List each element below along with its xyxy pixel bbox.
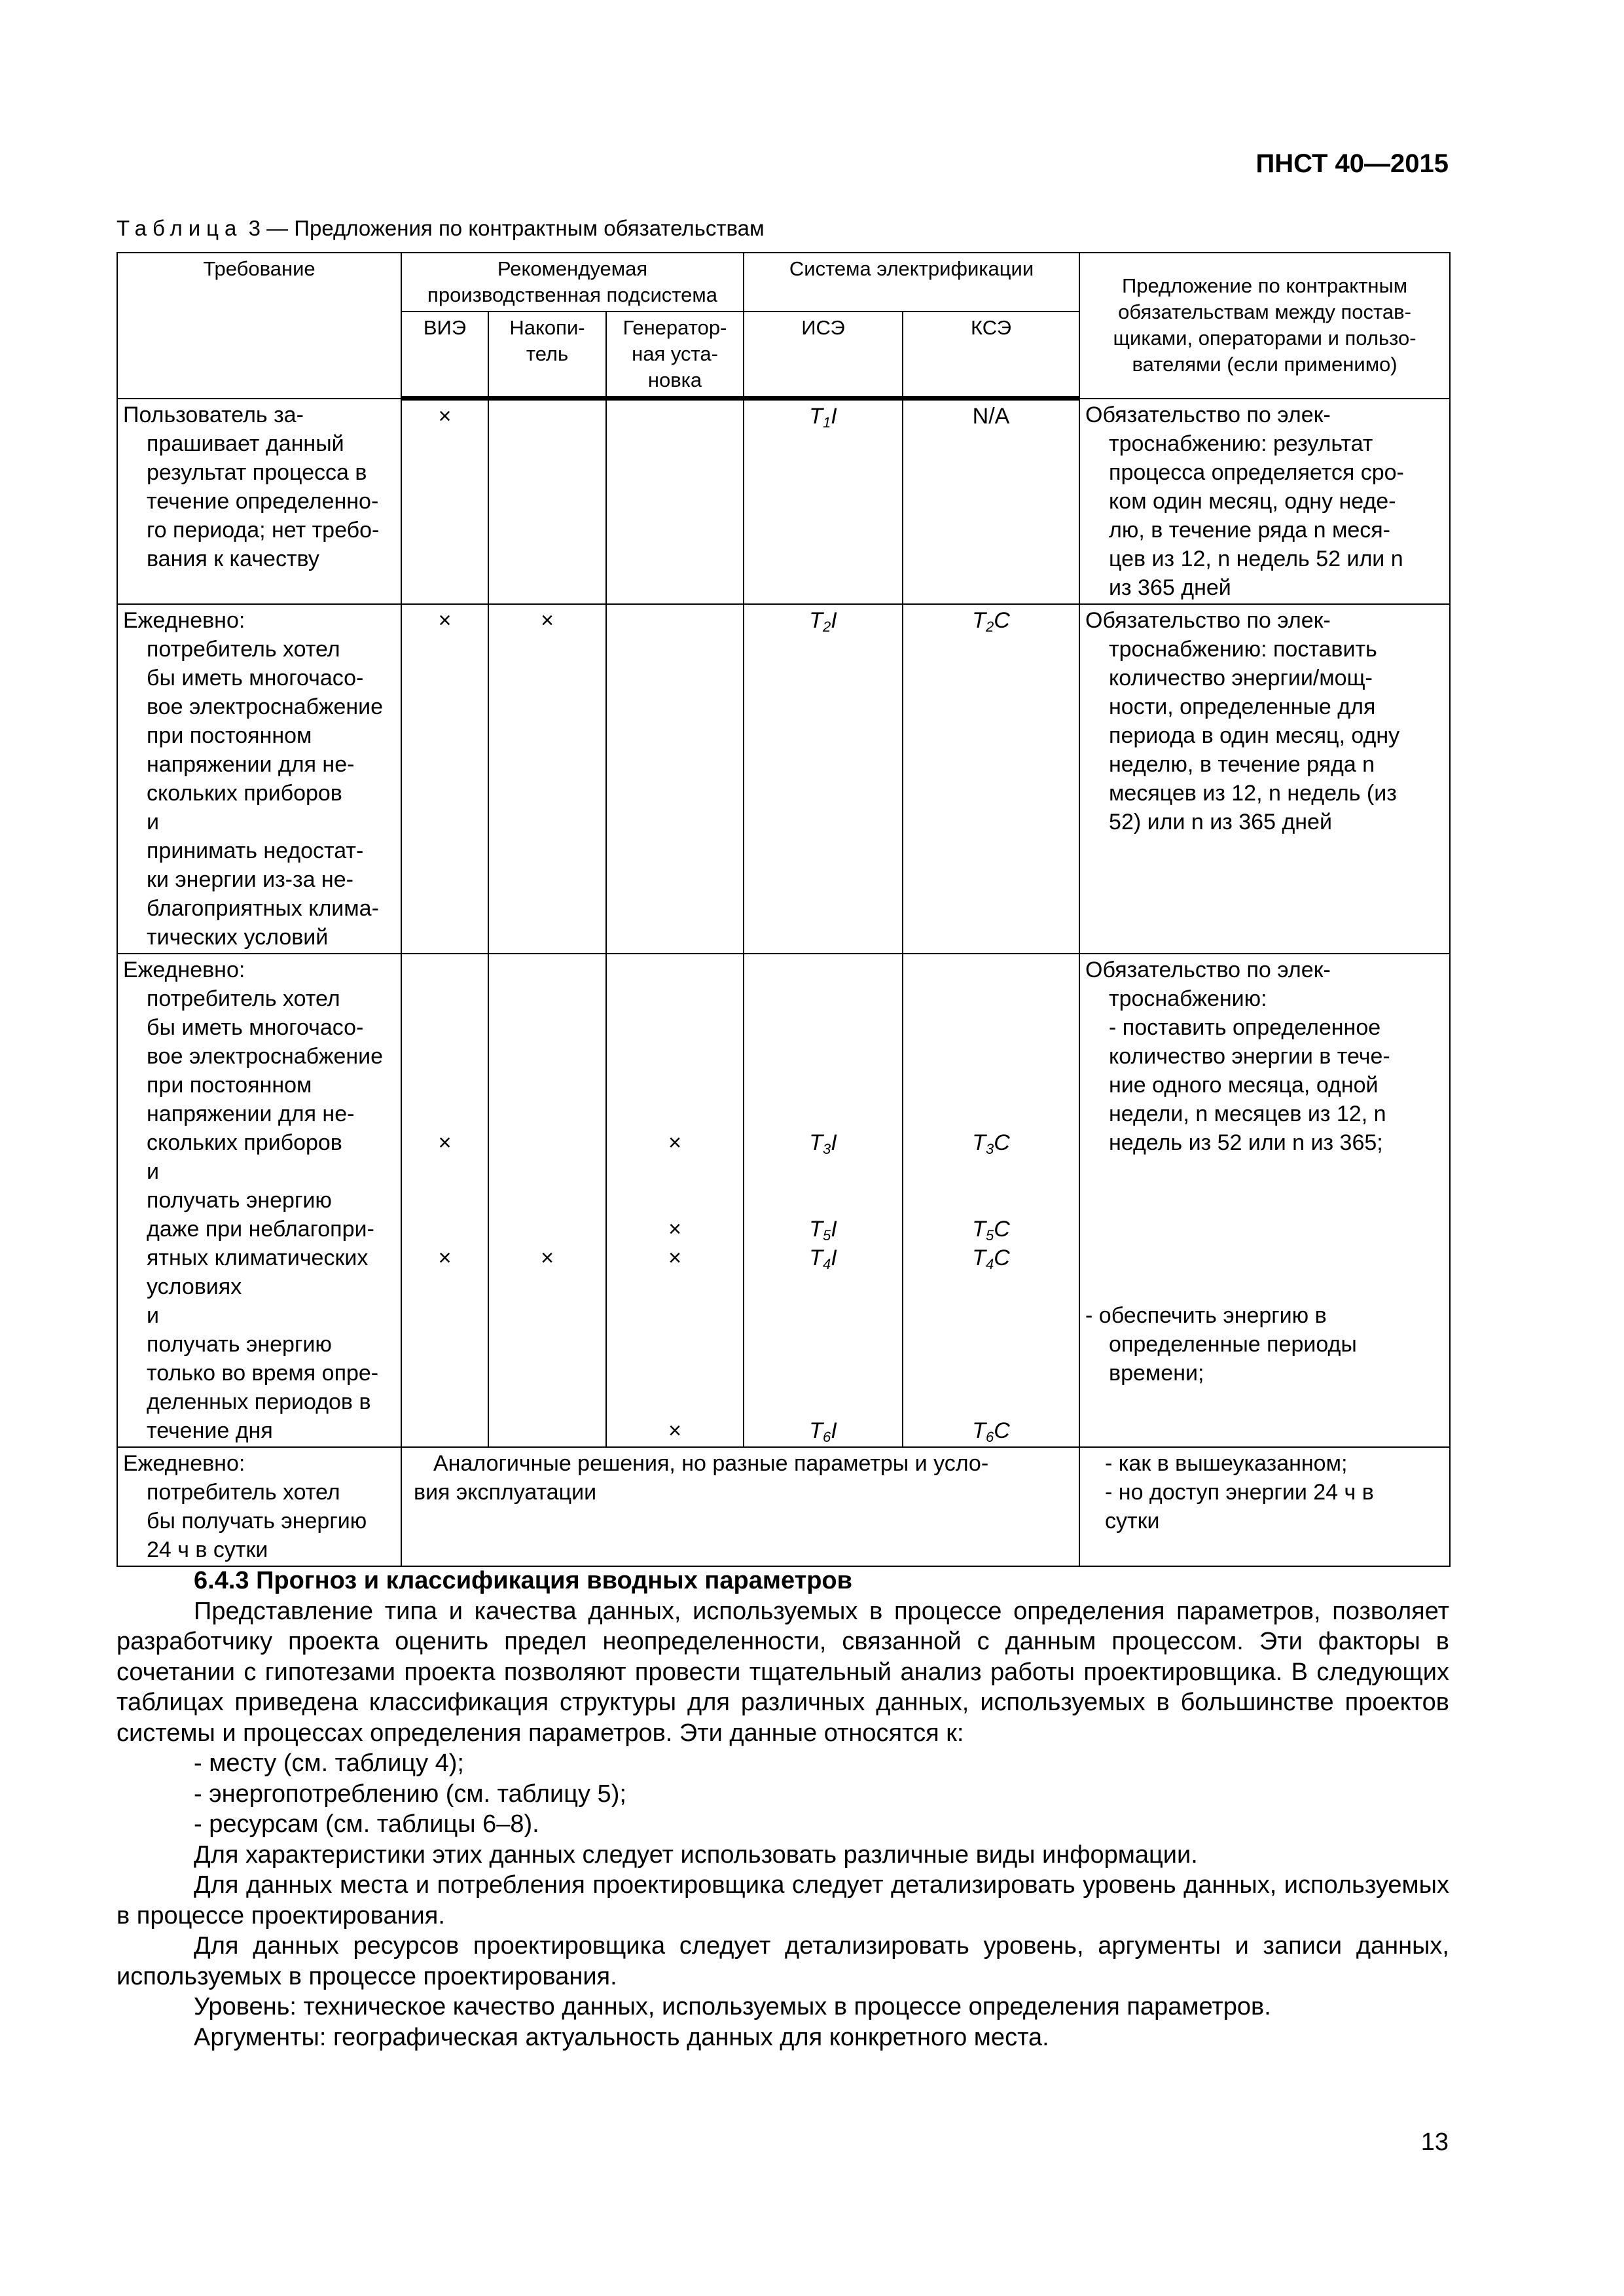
vie-cell	[401, 954, 488, 1447]
header-requirement: Требование	[117, 253, 401, 399]
table-row	[117, 604, 1450, 954]
ise-cell	[744, 954, 903, 1447]
mark: ×	[668, 1216, 681, 1242]
mark: ×	[668, 1418, 681, 1443]
requirement-cell: Ежедневно: потребитель хотел бы иметь многочасо- вое электроснабжение при постоянном напряжении для не- скольких приборов и принимать недостат- ки энергии из-за не- благоприятных клима- тических условий	[117, 604, 401, 954]
list-item: - месту (см. таблицу 4);	[194, 1749, 464, 1777]
table-row	[117, 954, 1450, 1447]
kse-value: $T_6C$	[972, 1418, 1010, 1445]
section-6-4-3	[117, 1566, 1449, 2053]
requirement-cell: Ежедневно: потребитель хотел бы получать энергию 24 ч в сутки	[117, 1447, 401, 1566]
kse-value: $T_3C$	[972, 1130, 1010, 1157]
paragraph: Для данных ресурсов проектировщика следует детализировать уровень, аргументы и записи данных, используемых в процессе проектирования.	[117, 1932, 1449, 1990]
contract-proposals-table	[117, 252, 1451, 1567]
header-generator: Генератор- ная уста- новка	[606, 312, 744, 399]
page-number: 13	[1420, 2128, 1449, 2156]
kse-cell	[903, 954, 1079, 1447]
paragraph: Уровень: техническое качество данных, используемых в процессе определения параметров.	[194, 1993, 1271, 2020]
ise-value: $T_5I$	[809, 1216, 837, 1244]
table-caption	[117, 216, 765, 241]
requirement-cell: Ежедневно: потребитель хотел бы иметь многочасо- вое электроснабжение при постоянном напряжении для не- скольких приборов и получать энергию даже при неблагопри- ятных климатических условиях и получать энергию только во время опре- деленных периодов в течение дня	[117, 954, 401, 1447]
mark: ×	[668, 1130, 681, 1155]
kse-value: $T_5C$	[972, 1216, 1010, 1244]
header-storage: Накопи- тель	[488, 312, 606, 399]
list-item: - ресурсам (см. таблицы 6–8).	[194, 1810, 539, 1838]
header-proposal: Предложение по контрактным обязательствам между постав- щиками, операторами и пользо- вателями (если применимо)	[1079, 253, 1450, 399]
generator-cell	[606, 954, 744, 1447]
storage-cell: ×	[488, 604, 606, 954]
mark: ×	[438, 1130, 452, 1155]
kse-cell: $T_2C$	[903, 604, 1079, 954]
proposal-cell: Обязательство по элек- троснабжению: результат процесса определяется сро- ком один месяц, одну неде- лю, в течение ряда n меся- цев из 12, n недель 52 или n из 365 дней	[1079, 399, 1450, 604]
mark: ×	[668, 1245, 681, 1270]
proposal-cell	[1079, 954, 1450, 1447]
header-kse: КСЭ	[903, 312, 1079, 399]
ise-value: $T_3I$	[809, 1130, 837, 1157]
proposal-cell: Обязательство по элек- троснабжению: поставить количество энергии/мощ- ности, определенные для периода в один месяц, одну неделю, в течение ряда n месяцев из 12, n недель (из 52) или n из 365 дней	[1079, 604, 1450, 954]
requirement-cell: Пользователь за- прашивает данный результат процесса в течение определенно- го периода; нет требо- вания к качеству	[117, 399, 401, 604]
generator-cell	[606, 604, 744, 954]
paragraph: Для данных места и потребления проектировщика следует детализировать уровень данных, используемых в процессе проектирования.	[117, 1871, 1449, 1929]
proposal-text-a: Обязательство по элек- троснабжению: - поставить определенное количество энергии в тече- ние одного месяца, одной недели, n месяцев из 12, n недель из 52 или n из 365;	[1085, 957, 1390, 1155]
kse-value: $T_4C$	[972, 1245, 1010, 1272]
ise-cell: $T_1I$	[744, 399, 903, 604]
ise-value: $T_4I$	[809, 1245, 837, 1272]
table-row	[117, 399, 1450, 604]
paragraph: Для характеристики этих данных следует использовать различные виды информации.	[194, 1840, 1198, 1869]
paragraph: Представление типа и качества данных, используемых в процессе определения параметров, позволяет разработчику проекта оценить предел неопределенности, связанной с данным процессом. Эти факторы в сочетании с гипотезами проекта позволяют провести тщательный анализ работы проектировщика. В следующих таблицах приведена классификация структуры для различных данных, используемых в большинстве проектов системы и процессах определения параметров. Эти данные относятся к:	[117, 1597, 1449, 1747]
header-vie: ВИЭ	[401, 312, 488, 399]
header-electrification: Система электрификации	[744, 253, 1079, 312]
caption-text: 3 — Предложения по контрактным обязательствам	[248, 216, 765, 240]
mark: ×	[438, 1245, 452, 1270]
proposal-cell: - как в вышеуказанном; - но доступ энергии 24 ч в сутки	[1079, 1447, 1450, 1566]
section-heading: 6.4.3 Прогноз и классификация вводных параметров	[194, 1567, 852, 1594]
mark: ×	[541, 1245, 554, 1270]
list-item: - энергопотреблению (см. таблицу 5);	[194, 1780, 626, 1808]
kse-cell: N/A	[903, 399, 1079, 604]
merged-cell: Аналогичные решения, но разные параметры и усло- вия эксплуатации	[401, 1447, 1079, 1566]
proposal-text-b: - обеспечить энергию в определенные периоды времени;	[1085, 1302, 1357, 1386]
storage-cell	[488, 954, 606, 1447]
generator-cell	[606, 399, 744, 604]
table-row	[117, 1447, 1450, 1566]
paragraph: Аргументы: географическая актуальность данных для конкретного места.	[194, 2023, 1049, 2051]
header-subsystem: Рекомендуемая производственная подсистема	[401, 253, 744, 312]
ise-cell: $T_2I$	[744, 604, 903, 954]
header-ise: ИСЭ	[744, 312, 903, 399]
ise-value: $T_6I$	[809, 1418, 837, 1445]
storage-cell	[488, 399, 606, 604]
document-code: ПНСТ 40—2015	[1255, 149, 1449, 178]
caption-word: Таблица	[117, 216, 243, 240]
vie-cell: ×	[401, 604, 488, 954]
vie-cell: ×	[401, 399, 488, 604]
